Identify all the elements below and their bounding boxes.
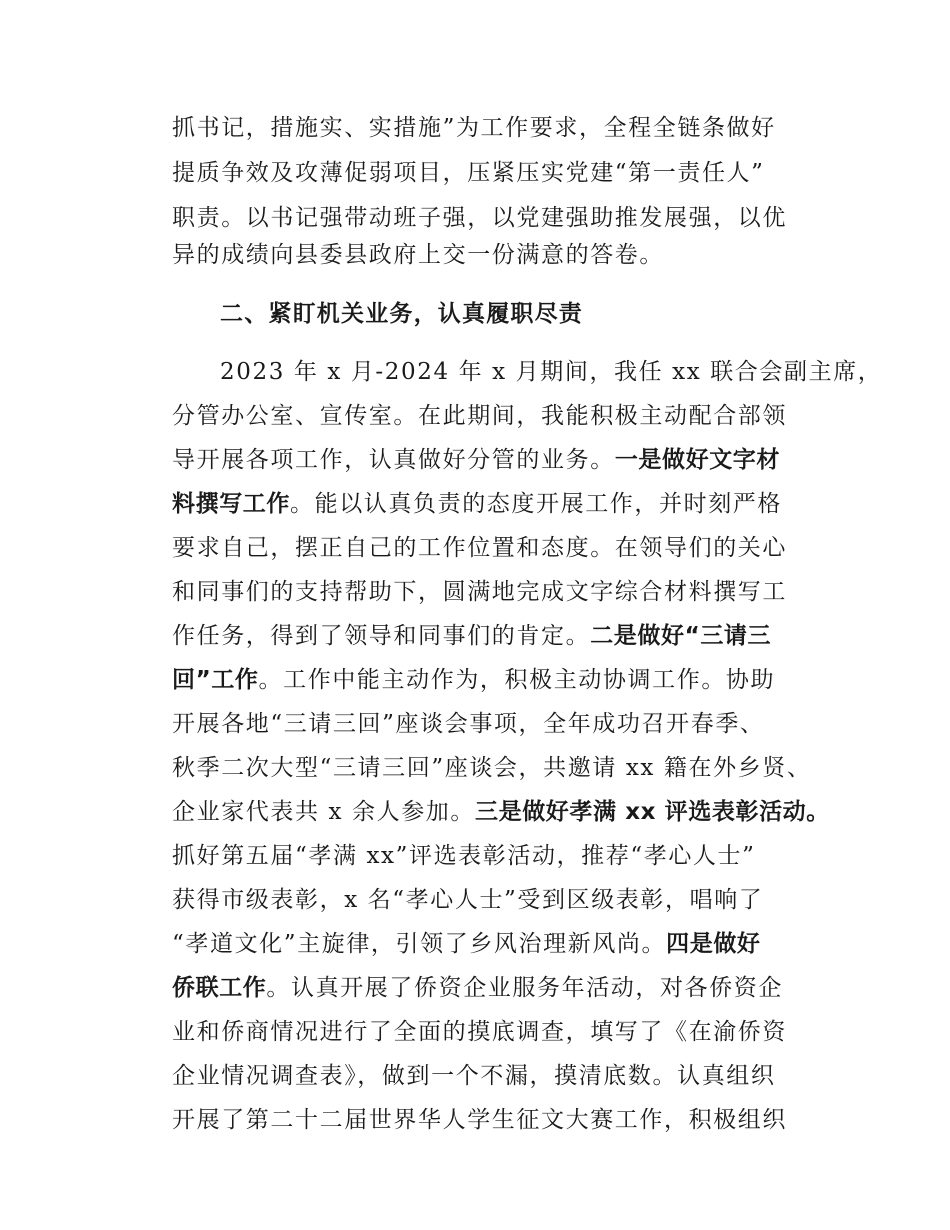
text-line: 开展各地“三请三回”座谈会事项，全年成功召开春季、 <box>172 711 765 737</box>
text-line: 职责。以书记强带动班子强，以党建强助推发展强，以优 <box>172 205 787 231</box>
bold-keyword: 二是做好“三请三 <box>590 623 772 649</box>
text-line <box>172 614 771 658</box>
text-segment: 。认真开展了侨资企业服务年活动，对各侨资企 <box>266 975 784 1001</box>
text-line: 企业情况调查表》，做到一个不漏，摸清底数。认真组织 <box>172 1063 776 1089</box>
text-line: 分管办公室、宣传室。在此期间，我能积极主动配合部领 <box>172 403 787 429</box>
text-line: 抓书记，措施实、实措施”为工作要求，全程全链条做好 <box>172 115 776 141</box>
text-line: 秋季二次大型“三请三回”座谈会，共邀请 xx 籍在外乡贤、 <box>172 755 812 781</box>
text-line <box>172 922 761 966</box>
text-segment: 作任务，得到了领导和同事们的肯定。 <box>172 623 591 649</box>
section-heading: 二、紧盯机关业务，认真履职尽责 <box>220 301 583 327</box>
text-line <box>172 482 782 526</box>
text-line: 提质争效及攻薄促弱项目，压紧压实党建“第一责任人” <box>172 160 765 186</box>
text-line <box>172 966 783 1010</box>
bold-keyword: 四是做好 <box>666 931 761 957</box>
text-line: 获得市级表彰，x 名“孝心人士”受到区级表彰，唱响了 <box>172 887 764 913</box>
text-line: 要求自己，摆正自己的工作位置和态度。在领导们的关心 <box>172 535 787 561</box>
text-segment: 。工作中能主动作为，积极主动协调工作。协助 <box>258 667 776 693</box>
bold-keyword: 料撰写工作 <box>172 491 290 517</box>
text-line: 抓好第五届“孝满 xx”评选表彰活动，推荐“孝心人士” <box>172 843 756 869</box>
bold-keyword: 一是做好文字材 <box>614 447 781 473</box>
text-line: 异的成绩向县委县政府上交一份满意的答卷。 <box>172 242 664 268</box>
bold-keyword: 三是做好孝满 xx 评选表彰活动。 <box>475 799 830 825</box>
bold-keyword: 回”工作 <box>172 667 259 693</box>
text-segment: 企业家代表共 x 余人参加。 <box>172 799 475 825</box>
text-segment: 导开展各项工作，认真做好分管的业务。 <box>172 447 615 473</box>
text-segment: 。能以认真负责的态度开展工作，并时刻严格 <box>290 491 782 517</box>
text-line: 业和侨商情况进行了全面的摸底调查，填写了《在渝侨资 <box>172 1019 787 1045</box>
text-line: 2023 年 x 月-2024 年 x 月期间，我任 xx 联合会副主席， <box>220 359 883 385</box>
bold-keyword: 侨联工作 <box>172 975 267 1001</box>
text-line <box>172 438 780 482</box>
text-segment: “孝道文化”主旋律，引领了乡风治理新风尚。 <box>172 931 667 957</box>
text-line: 开展了第二十二届世界华人学生征文大赛工作，积极组织 <box>172 1107 787 1133</box>
text-line <box>172 790 830 834</box>
text-line: 和同事们的支持帮助下，圆满地完成文字综合材料撰写工 <box>172 579 787 605</box>
text-line <box>172 658 775 702</box>
